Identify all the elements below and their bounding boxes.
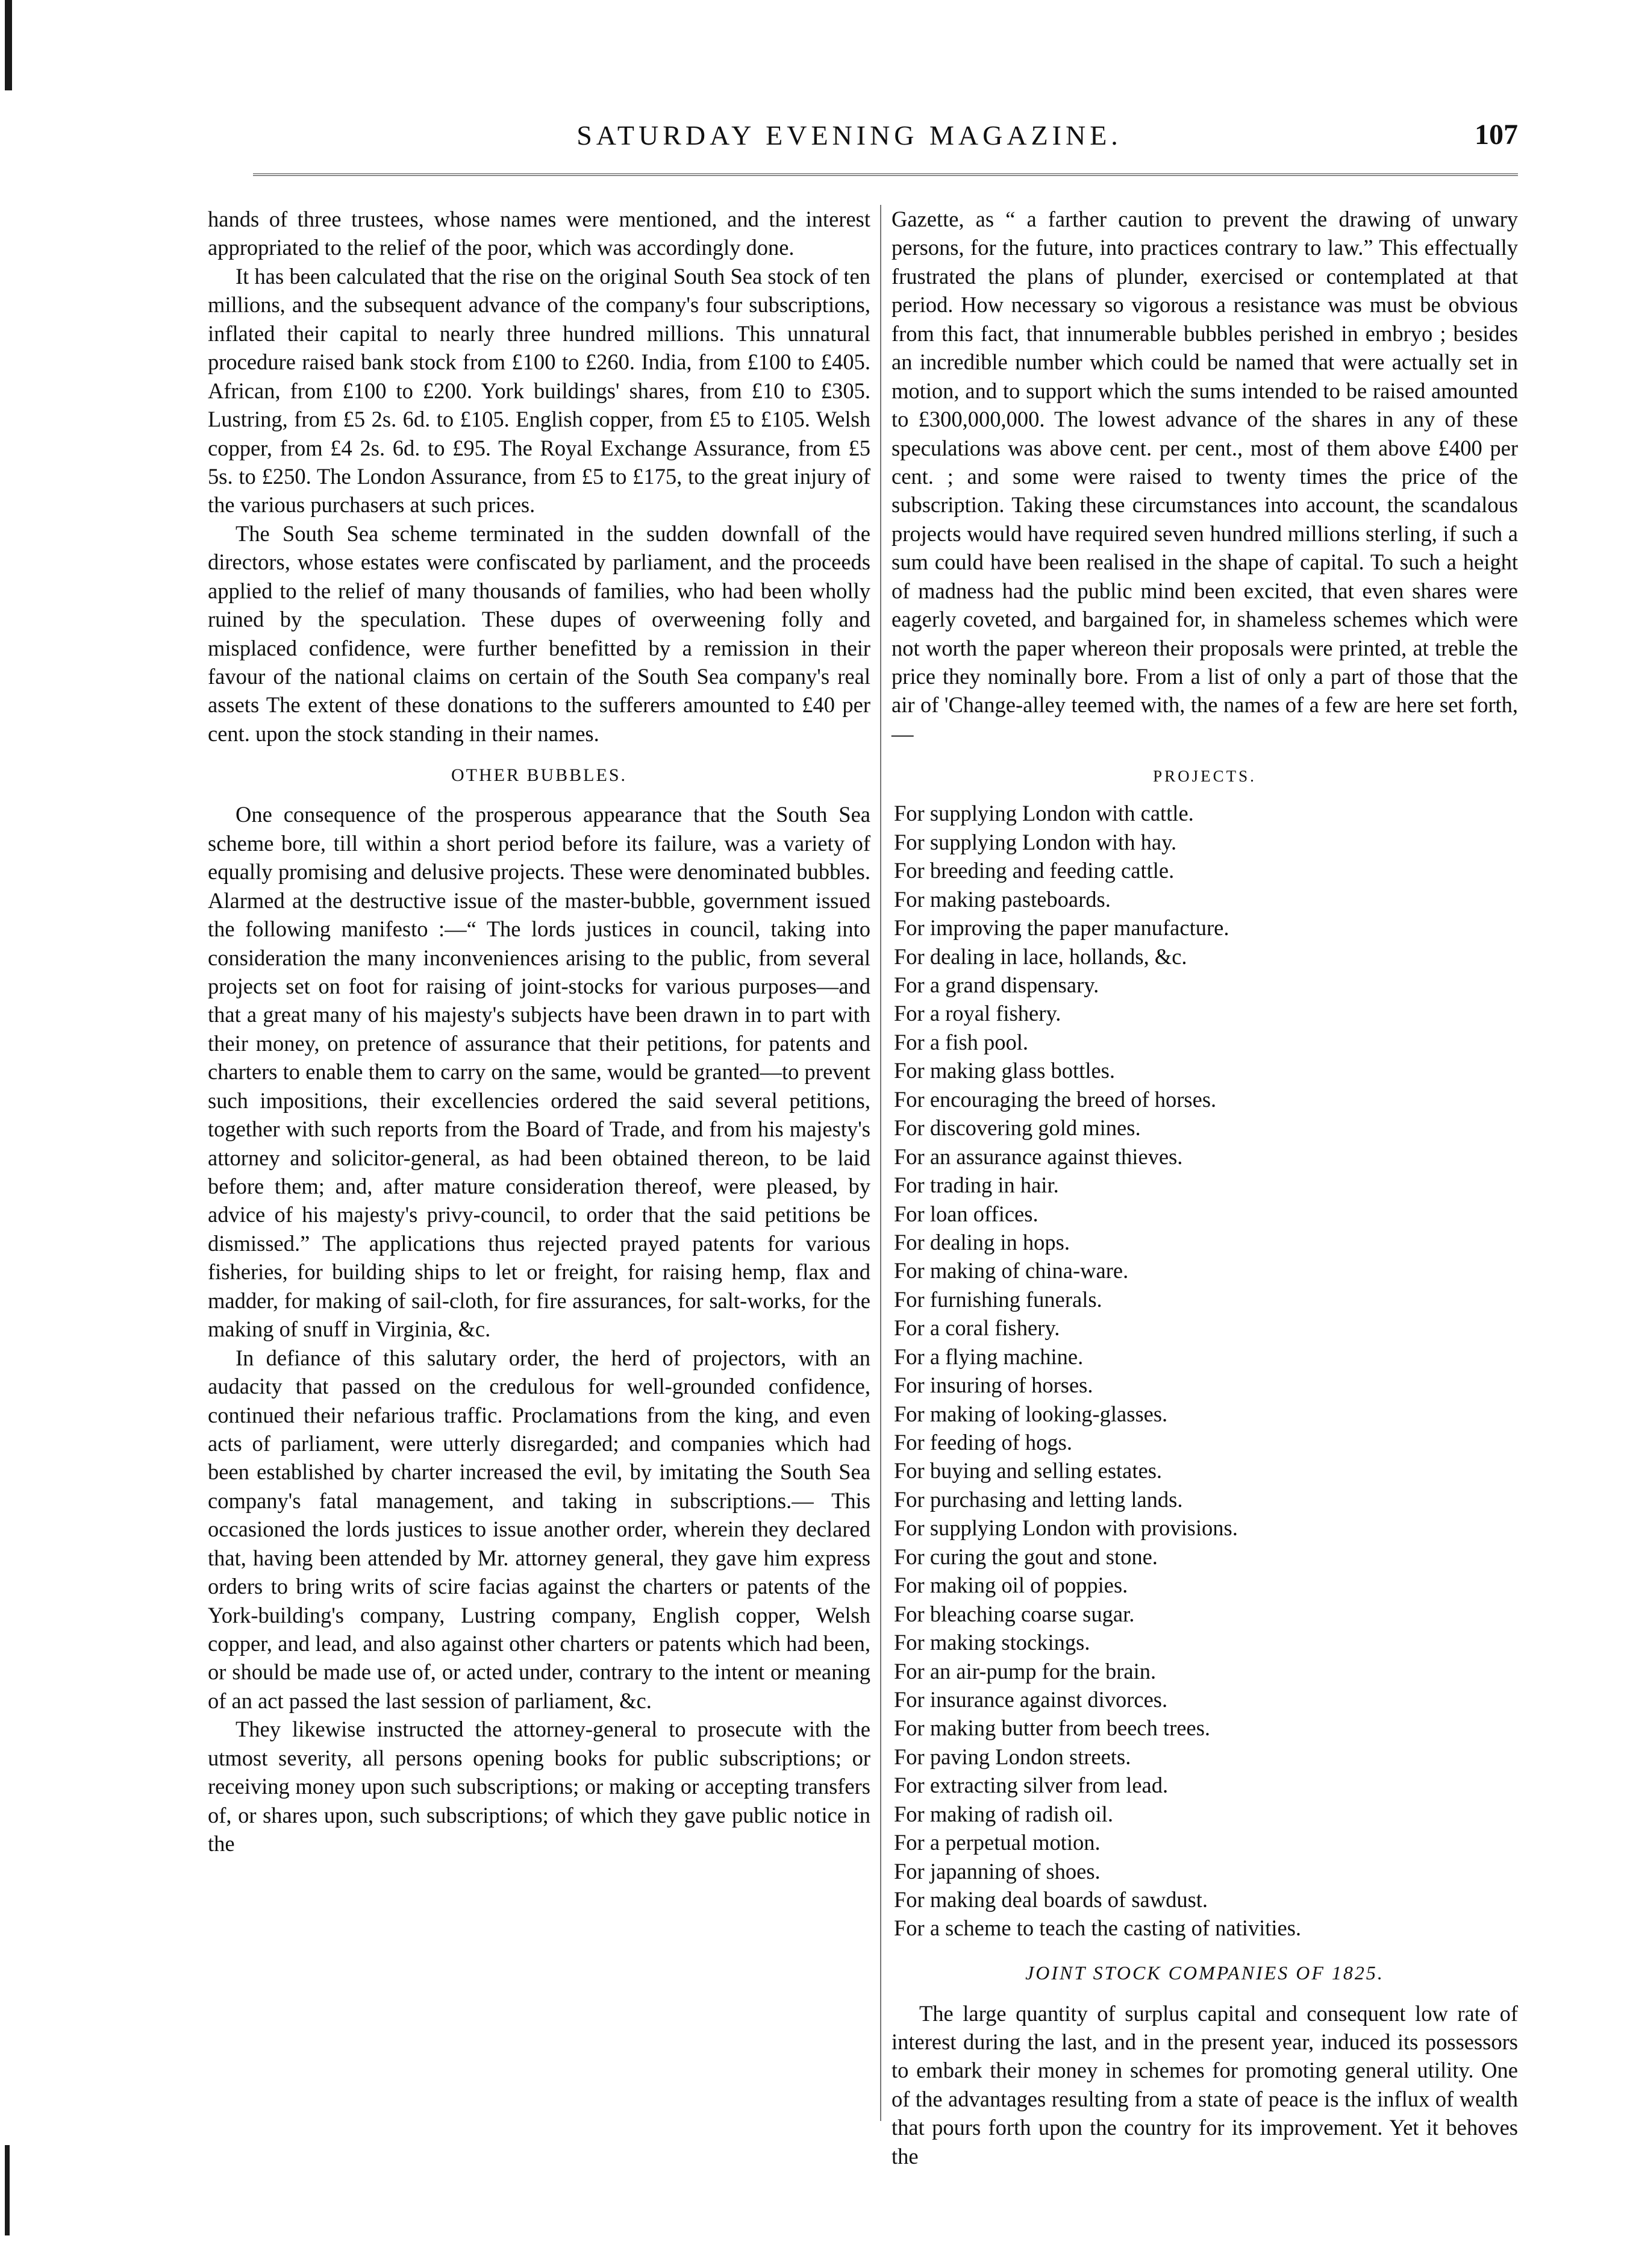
paragraph: The South Sea scheme terminated in the sudden downfall of the directors, whose estates were confiscated by parliament, and the proceeds applied to the relief of many thousands of families, who had been wholly ruined by the speculation. These dupes of overweening folly and misplaced confidence, were further benefitted by a remission in their favour of the national claims on certain of the South Sea company's real assets The extent of these donations to the sufferers amounted to £40 per cent. upon the stock standing in their names. xyxy=(208,521,870,746)
list-item: For breeding and feeding cattle. xyxy=(894,858,1175,883)
list-item: For extracting silver from lead. xyxy=(894,1773,1169,1798)
running-title: SATURDAY EVENING MAGAZINE. xyxy=(576,120,1122,151)
list-item: For improving the paper manufacture. xyxy=(894,915,1229,941)
list-item: For making deal boards of sawdust. xyxy=(894,1887,1208,1912)
column-divider xyxy=(880,205,881,2121)
list-item: For making oil of poppies. xyxy=(894,1573,1128,1598)
list-item: For insuring of horses. xyxy=(894,1373,1093,1398)
section-heading-joint-stock: JOINT STOCK COMPANIES OF 1825. xyxy=(1025,1961,1384,1984)
list-item: For encouraging the breed of horses. xyxy=(894,1086,1217,1112)
page-number: 107 xyxy=(1475,119,1518,151)
list-item: For japanning of shoes. xyxy=(894,1858,1101,1884)
list-item: For a coral fishery. xyxy=(894,1315,1060,1341)
projects-list xyxy=(892,799,1518,1943)
list-item: For a scheme to teach the casting of nativities. xyxy=(894,1916,1302,1941)
paragraph: The large quantity of surplus capital and consequent low rate of interest during the last, and in the present year, induced its possessors to embark their money in schemes for promoting general utility. One of the advantages resulting from a state of peace is the influx of wealth that pours forth upon the country for its improvement. Yet it behoves the xyxy=(892,2000,1518,2169)
list-item: For making butter from beech trees. xyxy=(894,1715,1211,1741)
list-item: For buying and selling estates. xyxy=(894,1458,1163,1483)
paragraph: One consequence of the prosperous appearance that the South Sea scheme bore, till within a short period before its failure, was a variety of equally promising and delusive projects. These were denominated bubbles. Alarmed at the destructive issue of the master-bubble, government issued the following manifesto :—“ The lords justices in council, taking into consideration the many inconveniences arising to the public, from several projects set on foot for raising of joint-stocks for various purposes—and that a great many of his majesty's subjects have been drawn in to part with their money, on pretence of assurance that their petitions, for patents and charters to enable them to carry on the same, would be granted—to prevent such impositions, their excellencies ordered the said several petitions, together with such reports from the Board of Trade, and from his majesty's attorney and solicitor-general, as had been obtained thereon, to be laid before them; and, after mature consideration thereof, were pleased, by advice of his majesty's privy-council, to order that the said petitions be dismissed.” The applications thus rejected prayed patents for various fisheries, for building ships to let or freight, for raising hemp, flax and madder, for making of sail-cloth, for fire assurances, for salt-works, for the making of snuff in Virginia, &c. xyxy=(208,802,870,1342)
list-item: For supplying London with provisions. xyxy=(894,1515,1238,1541)
list-item: For purchasing and letting lands. xyxy=(894,1486,1183,1512)
list-item: For supplying London with hay. xyxy=(894,829,1177,854)
running-head xyxy=(181,114,1518,163)
right-column xyxy=(892,205,1518,2170)
list-item: For bleaching coarse sugar. xyxy=(894,1601,1135,1626)
list-item: For paving London streets. xyxy=(894,1744,1131,1769)
list-item: For discovering gold mines. xyxy=(894,1115,1141,1141)
list-item: For dealing in lace, hollands, &c. xyxy=(894,944,1187,969)
paragraph: In defiance of this salutary order, the herd of projectors, with an audacity that passed on the credulous for well-grounded confidence, continued their nefarious traffic. Proclamations from the king, and even acts of parliament, were utterly disregarded; and companies which had been established by charter increased the evil, by imitating the South Sea company's fatal management, and taking in subscriptions.— This occasioned the lords justices to issue another order, wherein they declared that, having been attended by Mr. attorney general, they gave him express orders to bring writs of scire facias against the charters or patents of the York-building's company, Lustring company, English copper, Welsh copper, and lead, and also against other charters or patents which had been, or should be made use of, or acted under, contrary to the intent or meaning of an act passed the last session of parliament, &c. xyxy=(208,1345,870,1713)
list-item: For insurance against divorces. xyxy=(894,1687,1168,1712)
list-item: For a perpetual motion. xyxy=(894,1830,1101,1855)
list-item: For making of china-ware. xyxy=(894,1258,1129,1283)
list-item: For a grand dispensary. xyxy=(894,973,1099,998)
list-item: For an air-pump for the brain. xyxy=(894,1658,1157,1684)
list-item: For making of radish oil. xyxy=(894,1801,1113,1826)
list-item: For supplying London with cattle. xyxy=(894,801,1194,826)
list-item: For curing the gout and stone. xyxy=(894,1544,1158,1569)
scan-edge-mark xyxy=(5,0,12,90)
paragraph: It has been calculated that the rise on the original South Sea stock of ten millions, and the subsequent advance of the company's four subscriptions, inflated their capital to nearly three hundred millions. This unnatural procedure raised bank stock from £100 to £260. India, from £100 to £405. African, from £100 to £200. York buildings' shares, from £10 to £305. Lustring, from £5 2s. 6d. to £105. English copper, from £5 to £105. Welsh copper, from £4 2s. 6d. to £95. The Royal Exchange Assurance, from £5 5s. to £250. The London Assurance, from £5 to £175, to the great injury of the various purchasers at such prices. xyxy=(208,263,870,518)
list-item: For dealing in hops. xyxy=(894,1229,1070,1255)
paragraph: Gazette, as “ a farther caution to prevent the drawing of unwary persons, for the future, into practices contrary to law.” This effectually frustrated the plans of plunder, exercised or contemplated at that period. How necessary so vigorous a resistance was must be obvious from this fact, that innumerable bubbles perished in embryo ; besides an incredible number which could be named that were actually set in motion, and to support which the sums intended to be raised amounted to £300,000,000. The lowest advance of the shares in any of these speculations was above cent. per cent., most of them above £400 per cent. ; and some were raised to twenty times the price of the subscription. Taking these circumstances into account, the scandalous projects would have required seven hundred millions sterling, if such a sum could have been realised in the shape of capital. To such a height of madness had the public mind been excited, that even shares were eagerly coveted, and bargained for, in shameless schemes which were not worth the paper whereon their proposals were printed, at treble the price they nominally bore. From a list of only a part of those that the air of 'Change-alley teemed with, the names of a few are here set forth,— xyxy=(892,207,1518,746)
list-item: For a flying machine. xyxy=(894,1344,1084,1369)
list-item: For making of looking-glasses. xyxy=(894,1401,1168,1426)
list-item: For making glass bottles. xyxy=(894,1058,1116,1083)
list-item: For an assurance against thieves. xyxy=(894,1144,1183,1169)
list-item: For furnishing funerals. xyxy=(894,1286,1102,1312)
paragraph: They likewise instructed the attorney-general to prosecute with the utmost severity, all persons opening books for public subscriptions; or receiving money upon such subscriptions; or making or accepting transfers of, or shares upon, such subscriptions; of which they gave public notice in the xyxy=(208,1717,870,1856)
header-rule xyxy=(253,174,1518,179)
list-item: For making pasteboards. xyxy=(894,886,1111,912)
left-column xyxy=(208,205,870,1858)
list-item: For a fish pool. xyxy=(894,1029,1029,1054)
section-heading-projects: PROJECTS. xyxy=(1153,767,1257,786)
list-item: For trading in hair. xyxy=(894,1173,1059,1198)
list-item: For making stockings. xyxy=(894,1630,1090,1655)
paragraph: hands of three trustees, whose names were mentioned, and the interest appropriated to the relief of the poor, which was accordingly done. xyxy=(208,207,870,260)
section-heading-other-bubbles: OTHER BUBBLES. xyxy=(451,765,628,786)
list-item: For a royal fishery. xyxy=(894,1001,1061,1026)
list-item: For feeding of hogs. xyxy=(894,1430,1073,1455)
scan-edge-mark xyxy=(5,2145,10,2235)
list-item: For loan offices. xyxy=(894,1201,1038,1226)
